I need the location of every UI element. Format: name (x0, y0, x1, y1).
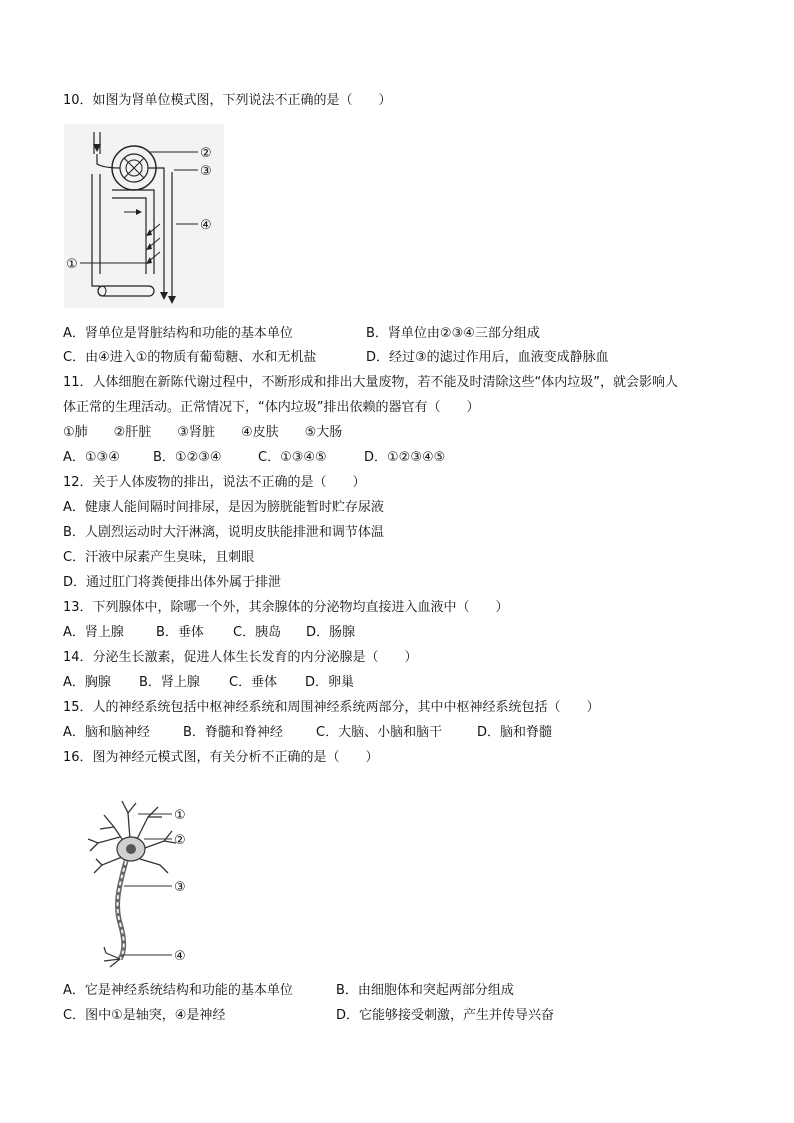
q12-option-d: D．通过肛门将粪便排出体外属于排泄 (63, 575, 282, 590)
neuron-label-2: ② (174, 833, 186, 848)
q16-option-c: C．图中①是轴突，④是神经 (63, 1008, 226, 1023)
q13-option-d: D．肠腺 (306, 625, 356, 640)
nephron-label-4: ④ (200, 218, 212, 233)
q10-option-b: B．肾单位由②③④三部分组成 (366, 326, 540, 341)
q14-option-b: B．肾上腺 (139, 675, 200, 690)
nephron-label-2: ② (200, 146, 212, 161)
q14-option-d: D．卵巢 (305, 675, 355, 690)
q12-option-a: A．健康人能间隔时间排尿，是因为膀胱能暂时贮存尿液 (63, 500, 384, 515)
q12-option-b: B．人剧烈运动时大汗淋漓，说明皮肤能排泄和调节体温 (63, 525, 384, 540)
q10-option-c: C．由④进入①的物质有葡萄糖、水和无机盐 (63, 350, 317, 365)
q11-option-b: B．①②③④ (153, 450, 222, 465)
q13-option-a: A．肾上腺 (63, 625, 124, 640)
q15-stem: 15．人的神经系统包括中枢神经系统和周围神经系统两部分，其中中枢神经系统包括（ ） (63, 700, 600, 715)
q13-option-c: C．胰岛 (233, 625, 282, 640)
q13-stem: 13．下列腺体中，除哪一个外，其余腺体的分泌物均直接进入血液中（ ） (63, 600, 509, 615)
nephron-label-1: ① (66, 257, 78, 272)
q11-items: ①肺 ②肝脏 ③肾脏 ④皮肤 ⑤大肠 (63, 425, 343, 440)
q11-option-d: D．①②③④⑤ (364, 450, 446, 465)
q11-stem-line2: 体正常的生理活动。正常情况下，“体内垃圾”排出依赖的器官有（ ） (63, 400, 480, 415)
neuron-label-3: ③ (174, 880, 186, 895)
nephron-diagram (64, 124, 224, 308)
q11-option-c: C．①③④⑤ (258, 450, 327, 465)
q16-option-b: B．由细胞体和突起两部分组成 (336, 983, 514, 998)
neuron-label-1: ① (174, 808, 186, 823)
q12-option-c: C．汗液中尿素产生臭味，且刺眼 (63, 550, 255, 565)
q16-option-a: A．它是神经系统结构和功能的基本单位 (63, 983, 293, 998)
q14-option-c: C．垂体 (229, 675, 278, 690)
q10-option-a: A．肾单位是肾脏结构和功能的基本单位 (63, 326, 293, 341)
q15-option-d: D．脑和脊髓 (477, 725, 553, 740)
nephron-label-3: ③ (200, 164, 212, 179)
q15-option-a: A．脑和脑神经 (63, 725, 150, 740)
neuron-diagram (76, 793, 216, 969)
neuron-label-4: ④ (174, 949, 186, 964)
q10-stem: 10．如图为肾单位模式图，下列说法不正确的是（ ） (63, 93, 392, 108)
q14-option-a: A．胸腺 (63, 675, 111, 690)
q11-stem-line1: 11．人体细胞在新陈代谢过程中，不断形成和排出大量废物，若不能及时清除这些“体内垃圾”，就会影响人 (63, 375, 679, 390)
q13-option-b: B．垂体 (156, 625, 204, 640)
q16-option-d: D．它能够接受刺激，产生并传导兴奋 (336, 1008, 555, 1023)
q16-stem: 16．图为神经元模式图，有关分析不正确的是（ ） (63, 750, 379, 765)
q15-option-c: C．大脑、小脑和脑干 (316, 725, 443, 740)
q15-option-b: B．脊髓和脊神经 (183, 725, 283, 740)
q11-option-a: A．①③④ (63, 450, 120, 465)
q14-stem: 14．分泌生长激素，促进人体生长发育的内分泌腺是（ ） (63, 650, 418, 665)
q10-option-d: D．经过③的滤过作用后，血液变成静脉血 (366, 350, 609, 365)
q12-stem: 12．关于人体废物的排出，说法不正确的是（ ） (63, 475, 366, 490)
